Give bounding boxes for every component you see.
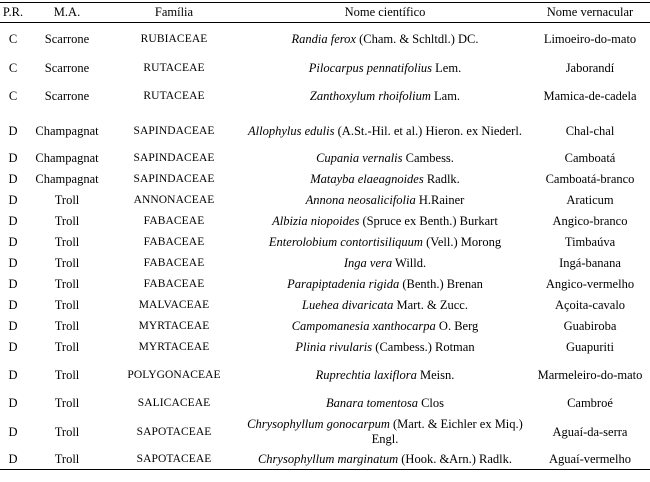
header-nome-cientifico: Nome científico	[344, 5, 426, 19]
cell-nome-vernacular: Camboatá-branco	[545, 171, 635, 186]
cell-pr: C	[8, 60, 18, 75]
cell-ma: Troll	[54, 318, 80, 333]
cell-pr: D	[8, 255, 18, 270]
species-authority: Radlk.	[423, 171, 460, 186]
cell-ma: Troll	[54, 339, 80, 354]
table-body	[0, 23, 650, 470]
species-authority: Meisn.	[416, 367, 455, 382]
cell-ma: Troll	[54, 276, 80, 291]
species-authority: (Cambess.) Rotman	[372, 339, 475, 354]
cell-familia: SAPOTACEAE	[136, 452, 212, 465]
cell-familia: SALICACEAE	[137, 397, 211, 409]
cell-ma: Scarrone	[44, 32, 90, 47]
cell-pr: D	[8, 424, 18, 439]
cell-ma: Champagnat	[35, 123, 99, 138]
header-ma: M.A.	[53, 5, 81, 19]
cell-nome-cientifico	[240, 114, 530, 149]
cell-familia: FABACEAE	[143, 277, 205, 290]
cell-familia: SAPOTACEAE	[136, 425, 212, 438]
cell-nome-cientifico	[240, 23, 530, 57]
cell-nome-vernacular: Angico-vermelho	[545, 276, 635, 291]
cell-nome-cientifico	[240, 253, 530, 274]
cell-ma: Troll	[54, 255, 80, 270]
cell-familia: SAPINDACEAE	[133, 124, 215, 137]
table-row	[0, 358, 650, 393]
cell-pr: D	[8, 367, 18, 382]
cell-pr: D	[8, 276, 18, 291]
species-authority: (Spruce ex Benth.) Burkart	[359, 213, 498, 228]
cell-familia: MYRTACEAE	[138, 319, 210, 332]
species-epithet: Cupania vernalis	[316, 151, 403, 165]
cell-ma: Scarrone	[44, 89, 90, 103]
species-epithet: Chrysophyllum marginatum	[257, 451, 399, 466]
cell-nome-vernacular: Mamica-de-cadela	[543, 89, 637, 103]
species-authority: O. Berg	[435, 318, 479, 333]
table-row	[0, 295, 650, 316]
cell-nome-cientifico	[240, 415, 530, 450]
header-nome-vernacular: Nome vernacular	[546, 5, 634, 19]
table-row	[0, 149, 650, 169]
cell-familia: FABACEAE	[143, 214, 205, 227]
cell-nome-cientifico	[240, 295, 530, 316]
cell-nome-cientifico	[240, 274, 530, 295]
cell-nome-vernacular: Açoita-cavalo	[554, 297, 626, 312]
cell-nome-cientifico	[240, 57, 530, 80]
species-epithet: Matayba elaeagnoides	[310, 171, 424, 186]
species-authority: (Cham. & Schltdl.) DC.	[355, 32, 479, 47]
species-epithet: Luehea divaricata	[302, 297, 394, 312]
cell-nome-vernacular: Chal-chal	[565, 123, 615, 138]
table-row	[0, 114, 650, 149]
species-authority: Mart. & Zucc.	[393, 297, 468, 312]
cell-nome-cientifico	[240, 337, 530, 358]
species-epithet: Annona neosalicifolia	[305, 192, 416, 207]
species-authority: Cambess.	[402, 151, 454, 165]
table-row	[0, 232, 650, 253]
cell-nome-vernacular: Aguaí-da-serra	[552, 424, 628, 439]
cell-ma: Troll	[54, 192, 80, 207]
cell-ma: Champagnat	[35, 151, 99, 165]
cell-nome-cientifico	[240, 450, 530, 470]
cell-nome-cientifico	[240, 80, 530, 114]
cell-pr: D	[8, 297, 18, 312]
header-familia: Família	[154, 5, 194, 19]
species-epithet: Albizia niopoides	[272, 213, 360, 228]
table-row	[0, 316, 650, 337]
table-row	[0, 57, 650, 80]
cell-ma: Troll	[54, 451, 80, 466]
cell-nome-vernacular: Guabiroba	[563, 318, 617, 333]
species-epithet: Banara tomentosa	[325, 396, 418, 410]
species-authority: (Mart. & Eichler ex Miq.) Engl.	[371, 417, 523, 446]
cell-familia: FABACEAE	[143, 256, 205, 269]
cell-nome-cientifico	[240, 316, 530, 337]
cell-nome-vernacular: Guapuriti	[566, 339, 614, 354]
table-row	[0, 393, 650, 415]
species-epithet: Allophylus edulis	[248, 123, 335, 138]
cell-familia: RUBIACEAE	[140, 33, 208, 46]
cell-nome-cientifico	[240, 393, 530, 415]
cell-nome-vernacular: Araticum	[566, 192, 614, 207]
cell-familia: RUTACEAE	[143, 61, 205, 74]
cell-pr: D	[8, 213, 18, 228]
cell-nome-vernacular: Marmeleiro-do-mato	[537, 367, 643, 382]
species-authority: (Benth.) Brenan	[399, 276, 483, 291]
cell-pr: D	[8, 151, 18, 165]
species-epithet: Randia ferox	[291, 32, 356, 47]
table-row	[0, 253, 650, 274]
cell-familia: ANNONACEAE	[133, 193, 215, 206]
cell-nome-vernacular: Camboatá	[564, 151, 616, 165]
species-epithet: Ruprechtia laxiflora	[315, 367, 417, 382]
species-epithet: Enterolobium contortisiliquum	[268, 234, 423, 249]
cell-ma: Troll	[54, 424, 80, 439]
cell-familia: SAPINDACEAE	[133, 152, 215, 164]
species-authority: (Hook. &Arn.) Radlk.	[398, 451, 513, 466]
species-table	[0, 2, 650, 470]
cell-pr: C	[8, 32, 18, 47]
table-row	[0, 274, 650, 295]
cell-nome-vernacular: Timbaúva	[564, 234, 616, 249]
cell-nome-vernacular: Aguaí-vermelho	[549, 451, 631, 466]
cell-pr: D	[8, 318, 18, 333]
species-epithet: Campomanesia xanthocarpa	[291, 318, 436, 333]
species-authority: Willd.	[392, 255, 427, 270]
cell-nome-cientifico	[240, 232, 530, 253]
species-authority: Clos	[417, 396, 445, 410]
species-epithet: Zanthoxylum rhoifolium	[309, 89, 431, 103]
cell-nome-cientifico	[240, 190, 530, 211]
cell-familia: POLYGONACEAE	[127, 368, 221, 381]
table-row	[0, 337, 650, 358]
cell-familia: SAPINDACEAE	[133, 172, 215, 185]
species-authority: Lem.	[432, 60, 462, 75]
cell-familia: RUTACEAE	[143, 90, 205, 102]
cell-familia: FABACEAE	[143, 235, 205, 248]
table-row	[0, 80, 650, 114]
cell-pr: D	[8, 171, 18, 186]
cell-nome-cientifico	[240, 211, 530, 232]
cell-familia: MALVACEAE	[138, 298, 210, 311]
cell-nome-vernacular: Cambroé	[567, 396, 613, 410]
species-authority: Lam.	[430, 89, 461, 103]
cell-ma: Troll	[54, 367, 80, 382]
cell-nome-cientifico	[240, 149, 530, 169]
cell-ma: Champagnat	[35, 171, 99, 186]
species-epithet: Parapiptadenia rigida	[287, 276, 400, 291]
species-epithet: Pilocarpus pennatifolius	[308, 60, 433, 75]
cell-pr: D	[8, 451, 18, 466]
cell-pr: D	[8, 192, 18, 207]
cell-ma: Troll	[54, 396, 80, 410]
species-authority: H.Rainer	[415, 192, 465, 207]
table-header	[0, 3, 650, 23]
species-epithet: Inga vera	[343, 255, 393, 270]
cell-nome-vernacular: Limoeiro-do-mato	[543, 32, 637, 47]
species-authority: (Vell.) Morong	[422, 234, 502, 249]
cell-nome-cientifico	[240, 169, 530, 190]
header-pr: P.R.	[2, 5, 24, 19]
cell-ma: Troll	[54, 213, 80, 228]
cell-nome-cientifico	[240, 358, 530, 393]
species-epithet: Chrysophyllum gonocarpum	[247, 417, 390, 431]
species-authority: (A.St.-Hil. et al.) Hieron. ex Niederl.	[334, 123, 522, 138]
header-row	[0, 3, 650, 23]
table-row	[0, 190, 650, 211]
cell-pr: D	[8, 123, 18, 138]
cell-pr: D	[8, 234, 18, 249]
species-epithet: Plinia rivularis	[295, 339, 373, 354]
cell-ma: Scarrone	[44, 60, 90, 75]
table-row	[0, 211, 650, 232]
cell-nome-vernacular: Angico-branco	[552, 213, 628, 228]
table-row	[0, 23, 650, 57]
cell-pr: D	[8, 396, 18, 410]
cell-ma: Troll	[54, 234, 80, 249]
cell-familia: MYRTACEAE	[138, 340, 210, 353]
table-row	[0, 415, 650, 450]
cell-nome-vernacular: Jaborandí	[565, 60, 615, 75]
cell-nome-vernacular: Ingá-banana	[559, 255, 621, 270]
cell-pr: C	[8, 89, 18, 103]
table-row	[0, 169, 650, 190]
table-row	[0, 450, 650, 470]
cell-pr: D	[8, 339, 18, 354]
cell-ma: Troll	[54, 297, 80, 312]
